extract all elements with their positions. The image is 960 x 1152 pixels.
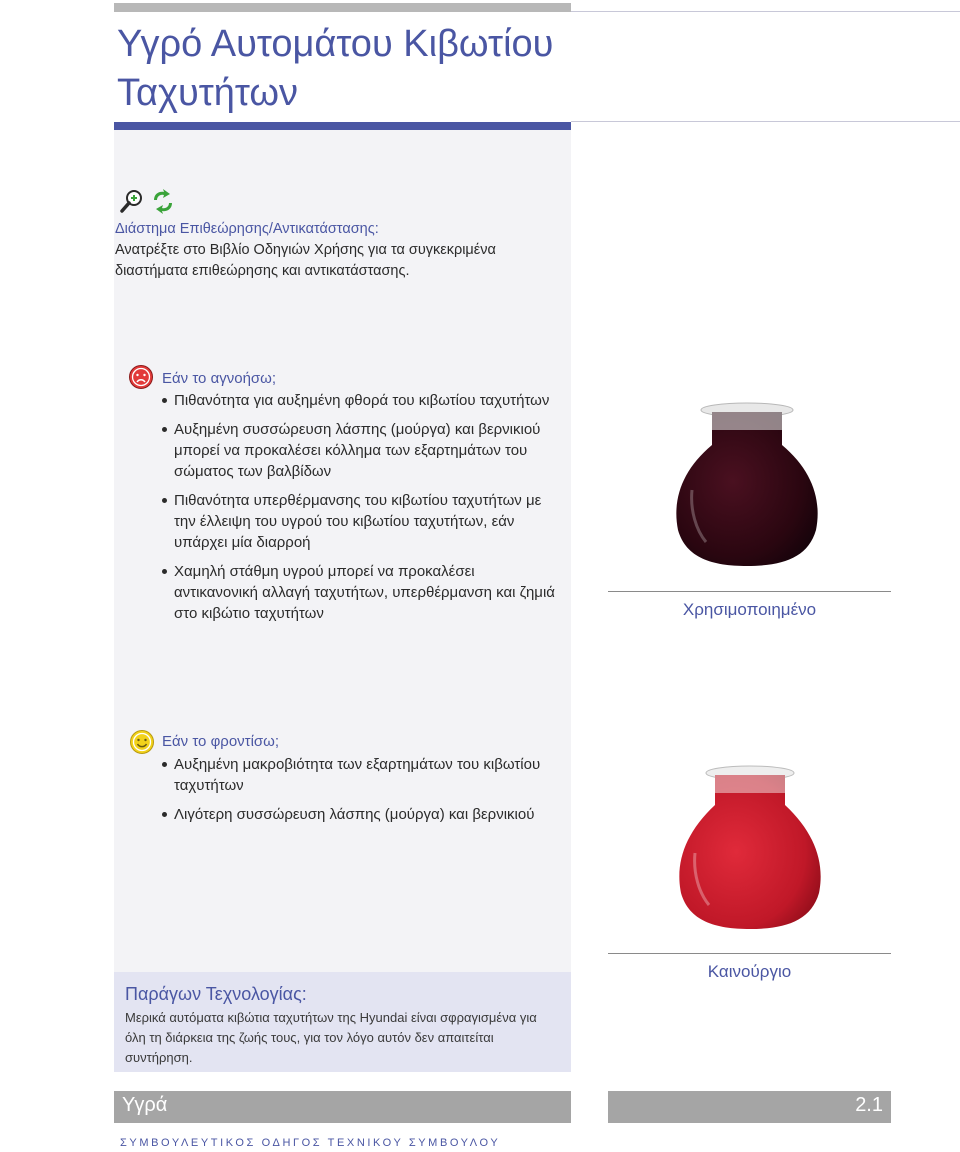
new-divider	[608, 953, 891, 954]
interval-block	[115, 219, 565, 282]
ignore-heading: Εάν το αγνοήσω;	[162, 370, 277, 387]
footer-section-label: Υγρά	[122, 1094, 168, 1116]
footer-page-bar	[608, 1091, 891, 1123]
list-item: Πιθανότητα υπερθέρμανσης του κιβωτίου ταχυτήτων με την έλλειψη του υγρού του κιβωτίου ταχυτήτων, εάν υπάρχει μία διαρροή	[162, 490, 562, 553]
sad-face-icon	[128, 364, 154, 390]
new-fluid-jar-image	[675, 763, 825, 933]
happy-face-icon	[129, 729, 155, 755]
recycle-icon	[150, 188, 176, 216]
used-fluid-jar-image	[672, 400, 822, 570]
list-item: Χαμηλή στάθμη υγρού μπορεί να προκαλέσει αντικανονική αλλαγή ταχυτήτων, υπερθέρμανση και ζημιά στο κιβώτιο ταχυτήτων	[162, 561, 562, 624]
list-item: Πιθανότητα για αυξημένη φθορά του κιβωτίου ταχυτήτων	[162, 390, 562, 411]
technology-box	[114, 972, 571, 1072]
interval-label: Διάστημα Επιθεώρησης/Αντικατάστασης:	[115, 221, 379, 237]
care-heading: Εάν το φροντίσω;	[162, 733, 280, 750]
used-fluid	[676, 412, 817, 566]
technology-heading: Παράγων Τεχνολογίας:	[125, 984, 307, 1004]
top-gray-bar	[114, 3, 571, 12]
new-fluid	[679, 775, 820, 929]
magnifier-icon	[120, 188, 144, 214]
interval-text: Ανατρέξτε στο Βιβλίο Οδηγιών Χρήσης για τα συγκεκριμένα διαστήματα επιθεώρησης και αντικατάστασης.	[115, 242, 496, 279]
ignore-list	[162, 390, 562, 632]
title-underline-bar	[114, 122, 571, 130]
document-caption: ΣΥΜΒΟΥΛΕΥΤΙΚΟΣ ΟΔΗΓΟΣ ΤΕΧΝΙΚΟΥ ΣΥΜΒΟΥΛΟΥ	[120, 1137, 501, 1149]
list-item: Αυξημένη μακροβιότητα των εξαρτημάτων του κιβωτίου ταχυτήτων	[162, 754, 562, 796]
interval-icons	[120, 188, 176, 216]
new-label: Καινούργιο	[707, 962, 792, 981]
technology-text: Μερικά αυτόματα κιβώτια ταχυτήτων της Hyundai είναι σφραγισμένα για όλη τη διάρκεια της ζωής τους, για τον λόγο αυτόν δεν απαιτείται συντήρηση.	[125, 1010, 537, 1065]
care-list	[162, 754, 562, 833]
used-label: Χρησιμοποιημένο	[682, 600, 817, 619]
top-divider	[571, 11, 960, 12]
page-number: 2.1	[855, 1094, 883, 1116]
page-title	[117, 20, 567, 118]
header-divider	[571, 121, 960, 122]
page-title-line2: Ταχυτήτων	[117, 72, 299, 114]
list-item: Λιγότερη συσσώρευση λάσπης (μούργα) και βερνικιού	[162, 804, 562, 825]
page-title-line1: Υγρό Αυτομάτου Κιβωτίου	[117, 23, 554, 65]
list-item: Αυξημένη συσσώρευση λάσπης (μούργα) και βερνικιού μπορεί να προκαλέσει κόλλημα των εξαρτημάτων του σώματος των βαλβίδων	[162, 419, 562, 482]
used-divider	[608, 591, 891, 592]
footer-section-bar	[114, 1091, 571, 1123]
